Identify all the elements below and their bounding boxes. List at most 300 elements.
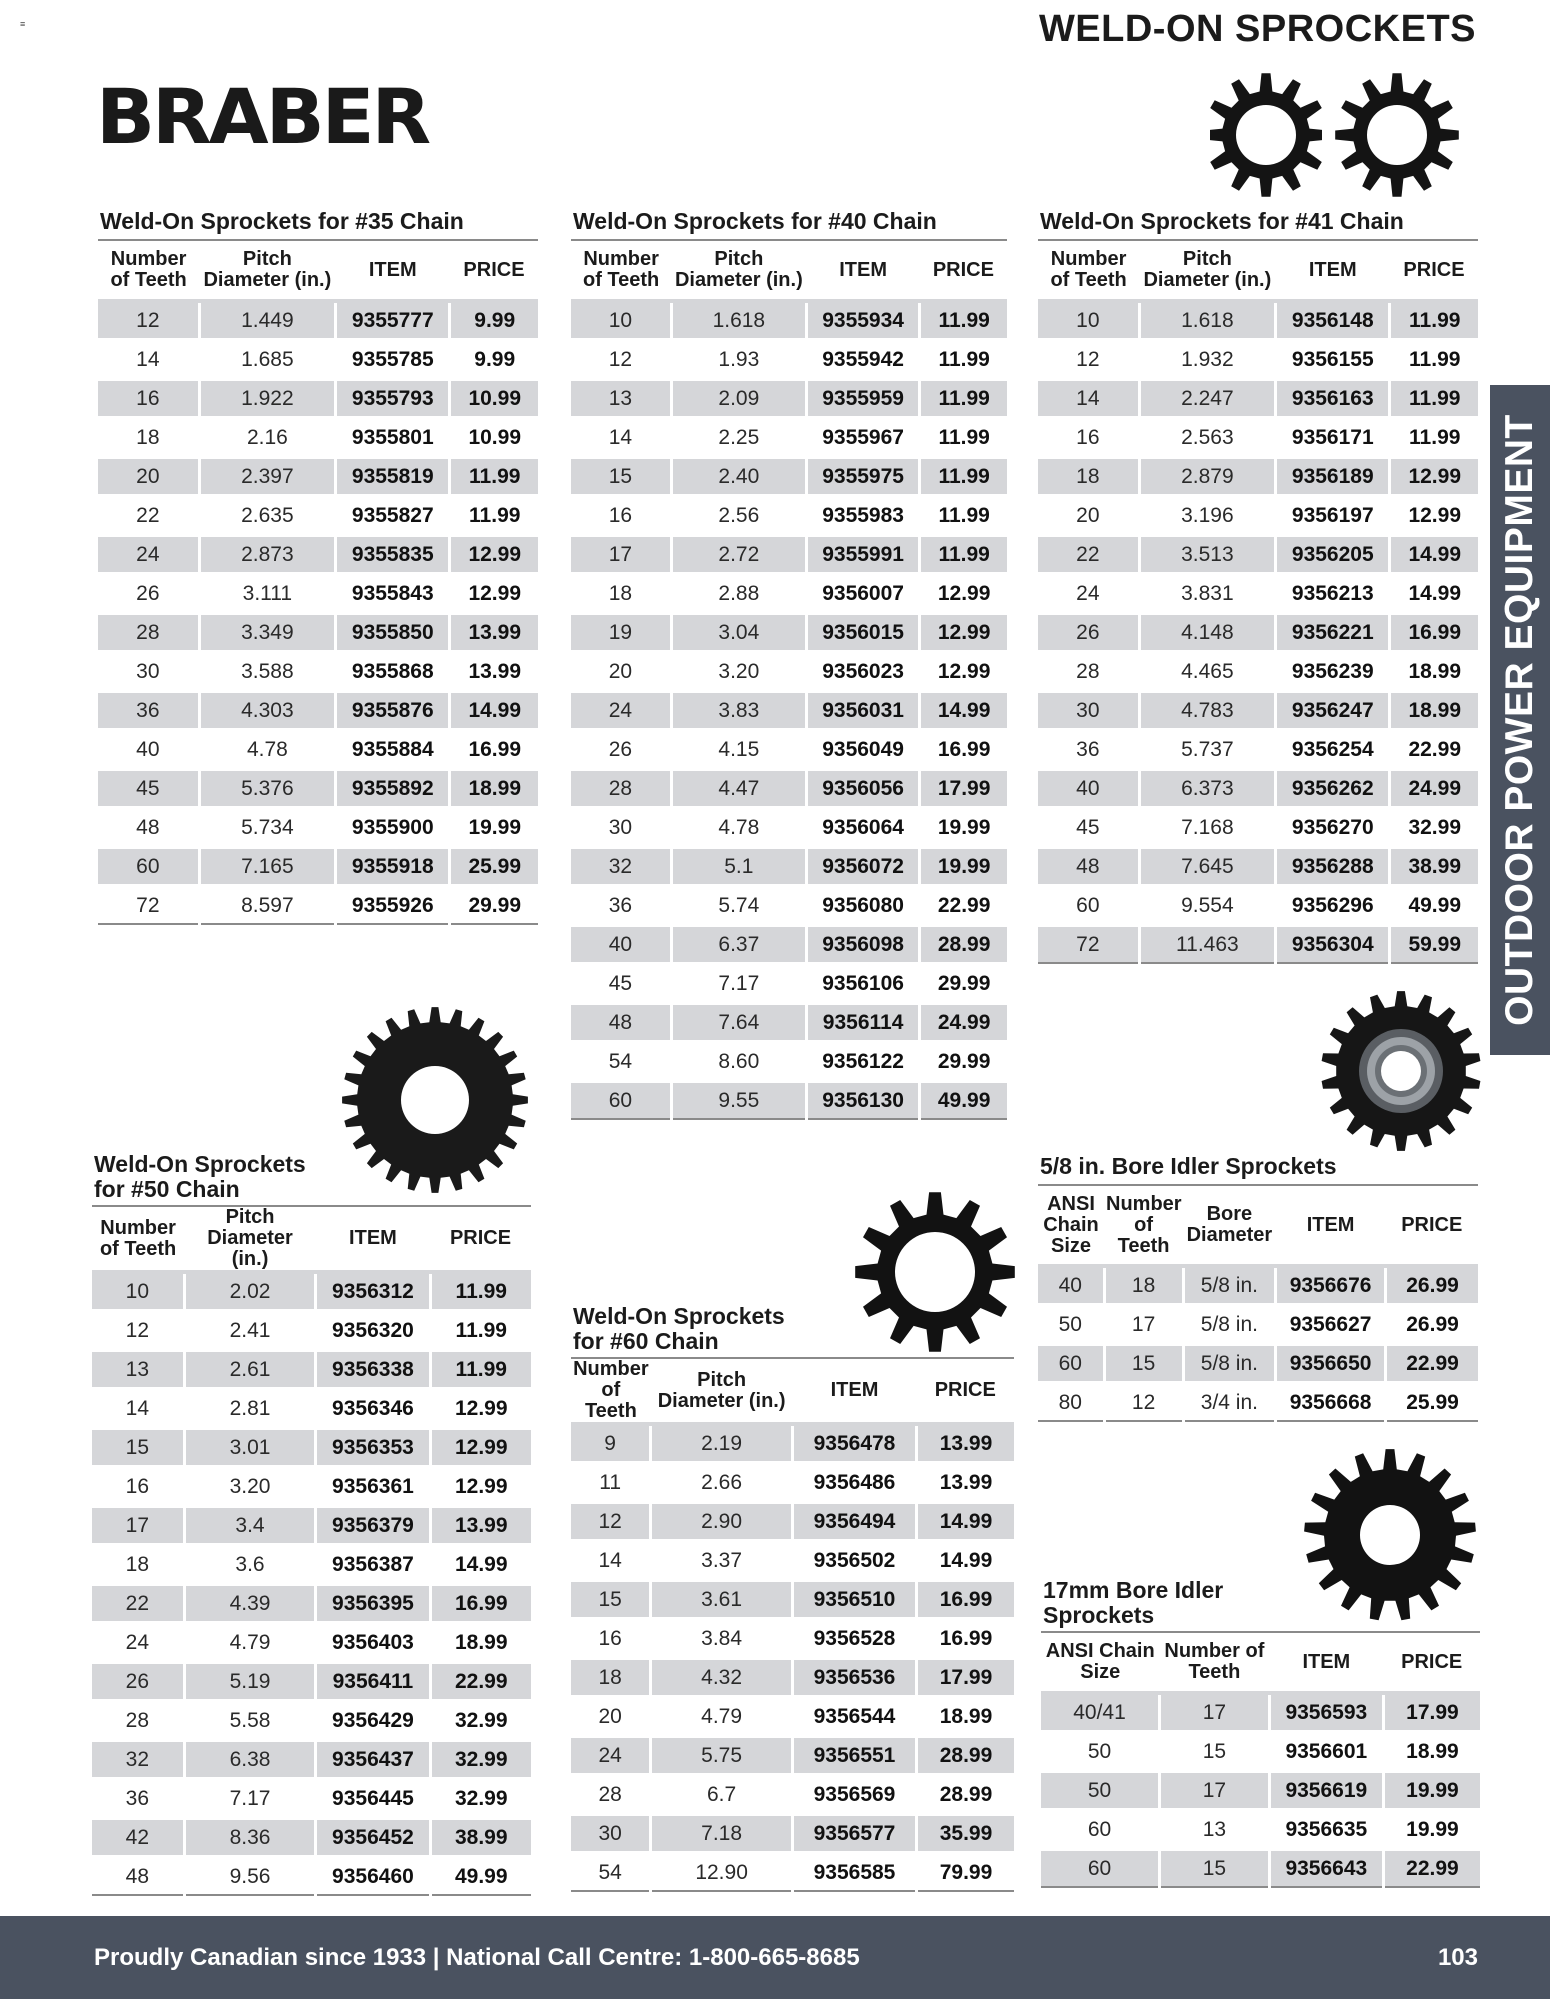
item-number: 9355884 (336, 730, 450, 769)
price: 19.99 (450, 808, 538, 847)
table-cell: 30 (98, 652, 199, 691)
table-cell: 9.56 (184, 1857, 316, 1895)
table-cell: 15 (92, 1428, 184, 1467)
item-number: 9356320 (316, 1311, 430, 1350)
table-row (571, 613, 1007, 652)
table-cell: 5/8 in. (1183, 1305, 1275, 1344)
table-cell: 1.932 (1139, 340, 1275, 379)
table-cell: 9 (571, 1424, 651, 1463)
table-row (571, 808, 1007, 847)
table-cell: 3/4 in. (1183, 1383, 1275, 1421)
table-row (1041, 1849, 1480, 1887)
price: 32.99 (1390, 808, 1478, 847)
table-row (1038, 1266, 1478, 1305)
item-number: 9356130 (806, 1081, 919, 1119)
price: 11.99 (920, 340, 1007, 379)
table-cell: 18 (98, 418, 199, 457)
table-cell: 17 (1160, 1693, 1270, 1732)
table-row (571, 886, 1007, 925)
table-cell: 24 (571, 691, 671, 730)
price: 12.99 (430, 1467, 531, 1506)
section-tab-label: OUTDOOR POWER EQUIPMENT (1498, 414, 1541, 1026)
table-header-row (1038, 241, 1478, 301)
table-cell: 14 (571, 418, 671, 457)
item-number: 9356031 (806, 691, 919, 730)
column-header: PRICE (1390, 241, 1478, 301)
table-row (1038, 808, 1478, 847)
price: 11.99 (920, 535, 1007, 574)
price: 19.99 (920, 808, 1007, 847)
table-cell: 45 (571, 964, 671, 1003)
item-number: 9356601 (1269, 1732, 1383, 1771)
table-cell: 50 (1041, 1771, 1160, 1810)
table-cell: 7.18 (651, 1814, 793, 1853)
item-number: 9356494 (792, 1502, 916, 1541)
table-row (571, 1081, 1007, 1119)
item-number: 9356403 (316, 1623, 430, 1662)
price: 18.99 (450, 769, 538, 808)
item-number: 9355777 (336, 301, 450, 340)
price: 32.99 (430, 1701, 531, 1740)
price: 10.99 (450, 379, 538, 418)
table-cell: 30 (571, 808, 671, 847)
table-header-row (1038, 1186, 1478, 1266)
table-cell: 16 (571, 1619, 651, 1658)
table-row (1038, 925, 1478, 963)
table-cell: 6.37 (671, 925, 806, 964)
table-cell: 2.90 (651, 1502, 793, 1541)
table-row (92, 1311, 531, 1350)
table-row (571, 1502, 1014, 1541)
table-cell: 40 (98, 730, 199, 769)
table-row (1038, 769, 1478, 808)
item-number: 9355850 (336, 613, 450, 652)
column-header: PRICE (920, 241, 1007, 301)
table-cell: 80 (1038, 1383, 1104, 1421)
table-row (98, 496, 538, 535)
table-cell: 15 (1104, 1344, 1183, 1383)
price: 24.99 (1390, 769, 1478, 808)
table-cell: 28 (1038, 652, 1139, 691)
table-cell: 20 (571, 652, 671, 691)
price-table-idler-17mm (1041, 1633, 1480, 1888)
section-title: Weld-On Sprockets for #50 Chain (94, 1151, 306, 1202)
table-row (571, 1775, 1014, 1814)
table-cell: 13 (571, 379, 671, 418)
item-number: 9355942 (806, 340, 919, 379)
footer-bar (0, 1916, 1550, 1999)
price: 11.99 (1390, 418, 1478, 457)
table-cell: 60 (1041, 1849, 1160, 1887)
price: 14.99 (920, 691, 1007, 730)
item-number: 9356486 (792, 1463, 916, 1502)
table-cell: 12 (571, 340, 671, 379)
price: 28.99 (917, 1775, 1014, 1814)
table-row (571, 847, 1007, 886)
item-number: 9355926 (336, 886, 450, 924)
column-header: ITEM (1269, 1633, 1383, 1693)
table-row (92, 1662, 531, 1701)
section-title: Weld-On Sprockets for #35 Chain (98, 209, 538, 241)
item-number: 9355835 (336, 535, 450, 574)
table-cell: 7.17 (184, 1779, 316, 1818)
table-cell: 2.247 (1139, 379, 1275, 418)
table-cell: 4.32 (651, 1658, 793, 1697)
price: 28.99 (917, 1736, 1014, 1775)
table-row (1038, 535, 1478, 574)
price: 17.99 (920, 769, 1007, 808)
sprocket-pair-icon (1210, 70, 1322, 200)
price: 12.99 (920, 652, 1007, 691)
table-cell: 2.635 (199, 496, 335, 535)
table-cell: 3.20 (184, 1467, 316, 1506)
table-row (571, 496, 1007, 535)
table-cell: 4.15 (671, 730, 806, 769)
table-row (571, 1580, 1014, 1619)
item-number: 9356353 (316, 1428, 430, 1467)
table-cell: 3.20 (671, 652, 806, 691)
price: 11.99 (450, 496, 538, 535)
table-row (98, 652, 538, 691)
table-cell: 6.7 (651, 1775, 793, 1814)
table-cell: 4.78 (671, 808, 806, 847)
table-row (1038, 847, 1478, 886)
price: 16.99 (917, 1619, 1014, 1658)
item-number: 9356122 (806, 1042, 919, 1081)
table-row (92, 1350, 531, 1389)
table-cell: 42 (92, 1818, 184, 1857)
price: 14.99 (1390, 574, 1478, 613)
table-cell: 3.4 (184, 1506, 316, 1545)
table-row (92, 1389, 531, 1428)
table-cell: 4.303 (199, 691, 335, 730)
table-cell: 40 (1038, 769, 1139, 808)
item-number: 9356429 (316, 1701, 430, 1740)
price: 11.99 (920, 301, 1007, 340)
table-cell: 16 (1038, 418, 1139, 457)
price: 12.99 (430, 1389, 531, 1428)
table-row (92, 1623, 531, 1662)
table-row (98, 730, 538, 769)
table-cell: 2.879 (1139, 457, 1275, 496)
table-cell: 4.783 (1139, 691, 1275, 730)
table-row (571, 925, 1007, 964)
column-header: Number of Teeth (98, 241, 199, 301)
table-row (92, 1818, 531, 1857)
column-header: Number of Teeth (571, 241, 671, 301)
table-row (92, 1272, 531, 1311)
table-cell: 5.19 (184, 1662, 316, 1701)
table-cell: 9.55 (671, 1081, 806, 1119)
table-cell: 2.873 (199, 535, 335, 574)
table-cell: 36 (92, 1779, 184, 1818)
table-cell: 10 (571, 301, 671, 340)
table-row (98, 535, 538, 574)
table-cell: 18 (571, 1658, 651, 1697)
table-row (1041, 1810, 1480, 1849)
table-row (98, 886, 538, 924)
item-number: 9356676 (1276, 1266, 1386, 1305)
column-header: PRICE (1383, 1633, 1480, 1693)
price: 38.99 (430, 1818, 531, 1857)
table-row (98, 691, 538, 730)
table-cell: 14 (1038, 379, 1139, 418)
price-table-60 (571, 1359, 1014, 1892)
item-number: 9356197 (1276, 496, 1390, 535)
item-number: 9356049 (806, 730, 919, 769)
table-cell: 5.1 (671, 847, 806, 886)
table-row (92, 1545, 531, 1584)
table-row (571, 1814, 1014, 1853)
menu-marker: ≡ (20, 19, 26, 29)
price: 11.99 (450, 457, 538, 496)
column-header: Number of Teeth (92, 1207, 184, 1272)
price: 59.99 (1390, 925, 1478, 963)
table-section-idler-5-8 (1038, 1154, 1478, 1422)
item-number: 9356361 (316, 1467, 430, 1506)
table-cell: 48 (92, 1857, 184, 1895)
table-row (571, 1003, 1007, 1042)
price: 11.99 (920, 457, 1007, 496)
item-number: 9356171 (1276, 418, 1390, 457)
price-table-idler-5-8 (1038, 1186, 1478, 1422)
table-row (1041, 1693, 1480, 1732)
item-number: 9356502 (792, 1541, 916, 1580)
table-cell: 15 (571, 1580, 651, 1619)
table-row (571, 964, 1007, 1003)
item-number: 9356148 (1276, 301, 1390, 340)
column-header: ITEM (1276, 1186, 1386, 1266)
item-number: 9356577 (792, 1814, 916, 1853)
table-row (571, 379, 1007, 418)
item-number: 9356528 (792, 1619, 916, 1658)
table-cell: 60 (1041, 1810, 1160, 1849)
table-row (1038, 301, 1478, 340)
table-row (92, 1701, 531, 1740)
column-header: PRICE (450, 241, 538, 301)
table-cell: 7.64 (671, 1003, 806, 1042)
table-row (98, 847, 538, 886)
price: 13.99 (917, 1463, 1014, 1502)
column-header: PRICE (1386, 1186, 1478, 1266)
table-row (571, 769, 1007, 808)
table-row (92, 1506, 531, 1545)
column-header: Bore Diameter (1183, 1186, 1275, 1266)
table-cell: 4.47 (671, 769, 806, 808)
table-cell: 4.148 (1139, 613, 1275, 652)
item-number: 9356437 (316, 1740, 430, 1779)
item-number: 9356452 (316, 1818, 430, 1857)
price: 18.99 (917, 1697, 1014, 1736)
table-row (98, 457, 538, 496)
table-cell: 8.60 (671, 1042, 806, 1081)
table-cell: 2.72 (671, 535, 806, 574)
table-row (1038, 379, 1478, 418)
table-row (1041, 1771, 1480, 1810)
table-row (571, 1619, 1014, 1658)
item-number: 9356064 (806, 808, 919, 847)
table-cell: 3.83 (671, 691, 806, 730)
price: 9.99 (450, 340, 538, 379)
table-cell: 2.02 (184, 1272, 316, 1311)
item-number: 9356080 (806, 886, 919, 925)
table-cell: 60 (571, 1081, 671, 1119)
table-cell: 12 (1104, 1383, 1183, 1421)
price: 13.99 (450, 652, 538, 691)
table-cell: 12 (1038, 340, 1139, 379)
table-cell: 20 (571, 1697, 651, 1736)
item-number: 9356106 (806, 964, 919, 1003)
section-title: Weld-On Sprockets for #41 Chain (1038, 209, 1478, 241)
table-cell: 5/8 in. (1183, 1344, 1275, 1383)
table-cell: 3.588 (199, 652, 335, 691)
table-cell: 3.6 (184, 1545, 316, 1584)
table-cell: 15 (571, 457, 671, 496)
price: 12.99 (450, 535, 538, 574)
table-row (571, 1853, 1014, 1891)
item-number: 9356635 (1269, 1810, 1383, 1849)
item-number: 9356189 (1276, 457, 1390, 496)
table-cell: 1.449 (199, 301, 335, 340)
table-cell: 5.734 (199, 808, 335, 847)
price: 11.99 (920, 496, 1007, 535)
price: 11.99 (430, 1311, 531, 1350)
sprocket-bearing-icon (1320, 990, 1482, 1152)
item-number: 9356205 (1276, 535, 1390, 574)
table-cell: 18 (92, 1545, 184, 1584)
item-number: 9356411 (316, 1662, 430, 1701)
table-cell: 24 (571, 1736, 651, 1775)
column-header: ITEM (806, 241, 919, 301)
table-section-50 (92, 1152, 531, 1896)
item-number: 9356262 (1276, 769, 1390, 808)
table-cell: 17 (1160, 1771, 1270, 1810)
price: 32.99 (430, 1740, 531, 1779)
column-header: Pitch Diameter (in.) (199, 241, 335, 301)
table-row (1038, 613, 1478, 652)
table-section-41 (1038, 209, 1478, 964)
column-header: ITEM (336, 241, 450, 301)
item-number: 9355983 (806, 496, 919, 535)
column-header: Number of Teeth (1160, 1633, 1270, 1693)
item-number: 9356247 (1276, 691, 1390, 730)
section-title: 5/8 in. Bore Idler Sprockets (1038, 1154, 1478, 1186)
table-cell: 4.79 (651, 1697, 793, 1736)
table-cell: 45 (98, 769, 199, 808)
table-row (571, 340, 1007, 379)
price: 19.99 (920, 847, 1007, 886)
table-cell: 17 (571, 535, 671, 574)
table-cell: 36 (571, 886, 671, 925)
table-cell: 18 (571, 574, 671, 613)
table-cell: 5.376 (199, 769, 335, 808)
price: 17.99 (1383, 1693, 1480, 1732)
table-cell: 8.597 (199, 886, 335, 924)
table-row (98, 379, 538, 418)
table-row (1038, 418, 1478, 457)
price: 11.99 (920, 418, 1007, 457)
item-number: 9356304 (1276, 925, 1390, 963)
price-table-40 (571, 241, 1007, 1120)
table-row (1038, 1383, 1478, 1421)
price: 29.99 (920, 1042, 1007, 1081)
table-header-row (98, 241, 538, 301)
table-cell: 6.38 (184, 1740, 316, 1779)
table-cell: 24 (98, 535, 199, 574)
table-cell: 16 (571, 496, 671, 535)
table-cell: 3.84 (651, 1619, 793, 1658)
table-row (1038, 652, 1478, 691)
price: 32.99 (430, 1779, 531, 1818)
item-number: 9356239 (1276, 652, 1390, 691)
table-cell: 48 (571, 1003, 671, 1042)
table-cell: 2.56 (671, 496, 806, 535)
price: 24.99 (920, 1003, 1007, 1042)
table-cell: 7.165 (199, 847, 335, 886)
price: 22.99 (920, 886, 1007, 925)
table-header-row (571, 241, 1007, 301)
price: 18.99 (1390, 652, 1478, 691)
table-cell: 8.36 (184, 1818, 316, 1857)
table-row (92, 1740, 531, 1779)
table-cell: 2.88 (671, 574, 806, 613)
table-cell: 3.831 (1139, 574, 1275, 613)
table-cell: 2.66 (651, 1463, 793, 1502)
price: 19.99 (1383, 1771, 1480, 1810)
column-header: PRICE (917, 1359, 1014, 1424)
table-cell: 20 (98, 457, 199, 496)
item-number: 9356551 (792, 1736, 916, 1775)
table-section-35 (98, 209, 538, 925)
item-number: 9355827 (336, 496, 450, 535)
table-cell: 22 (92, 1584, 184, 1623)
item-number: 9356114 (806, 1003, 919, 1042)
column-header: Number of Teeth (1038, 241, 1139, 301)
item-number: 9356221 (1276, 613, 1390, 652)
table-cell: 36 (1038, 730, 1139, 769)
table-cell: 1.922 (199, 379, 335, 418)
table-cell: 2.81 (184, 1389, 316, 1428)
item-number: 9356312 (316, 1272, 430, 1311)
table-cell: 26 (98, 574, 199, 613)
table-cell: 72 (1038, 925, 1139, 963)
table-cell: 45 (1038, 808, 1139, 847)
table-cell: 2.09 (671, 379, 806, 418)
price: 11.99 (1390, 379, 1478, 418)
price: 16.99 (430, 1584, 531, 1623)
table-cell: 2.40 (671, 457, 806, 496)
price: 49.99 (430, 1857, 531, 1895)
price: 22.99 (1386, 1344, 1478, 1383)
table-cell: 2.397 (199, 457, 335, 496)
table-row (98, 340, 538, 379)
price: 16.99 (917, 1580, 1014, 1619)
table-row (98, 418, 538, 457)
table-cell: 3.37 (651, 1541, 793, 1580)
table-header-row (1041, 1633, 1480, 1693)
item-number: 9356379 (316, 1506, 430, 1545)
item-number: 9355785 (336, 340, 450, 379)
table-cell: 22 (1038, 535, 1139, 574)
sprocket-pair-second-icon (1335, 70, 1460, 200)
item-number: 9356460 (316, 1857, 430, 1895)
table-cell: 60 (98, 847, 199, 886)
table-cell: 40 (571, 925, 671, 964)
table-cell: 11 (571, 1463, 651, 1502)
price: 18.99 (1383, 1732, 1480, 1771)
table-row (92, 1779, 531, 1818)
page-number: 103 (1437, 1944, 1478, 1971)
